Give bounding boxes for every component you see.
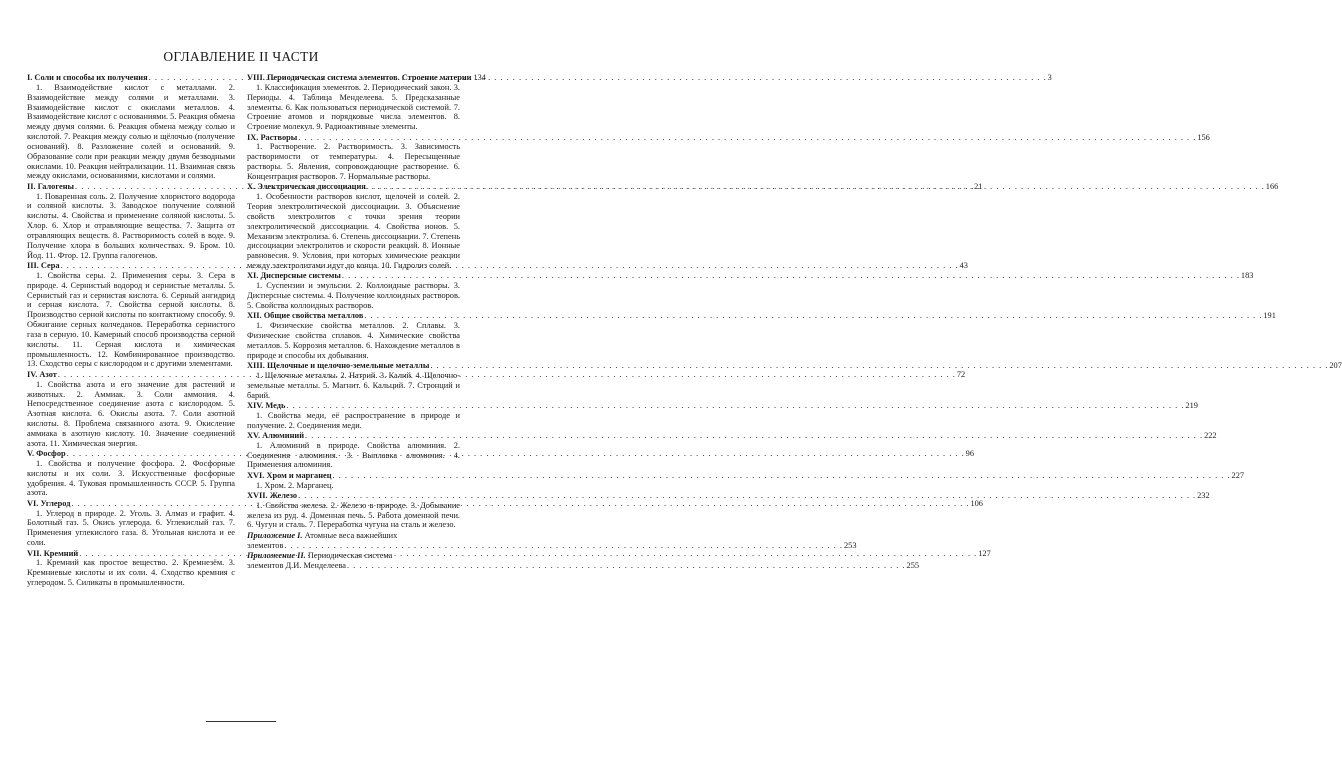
chapter-sections: 1. Растворение. 2. Растворимость. 3. Зависимость растворимости от температуры. 4. Пересыщенные растворы. 5. Явления, сопровождающие растворение. 6. Концентрация растворов. 7. Нормальные растворы. <box>247 142 460 181</box>
chapter-title: XII. Общие свойства металлов <box>247 311 364 321</box>
chapter-sections: 1. Щелочные металлы. 2. Натрий. 3. Калий. 4. Щелочно-земельные металлы. 5. Магнит. 6. Кальций. 7. Стронций и барий. <box>247 370 460 400</box>
leader-dots <box>298 491 1196 501</box>
appendix-first-line <box>247 531 460 541</box>
page-number: 232 <box>1197 490 1210 500</box>
appendix-label: Приложение II. <box>247 551 306 560</box>
chapter-title: X. Электрическая диссоциация <box>247 182 366 192</box>
page-number: 222 <box>1204 430 1217 440</box>
chapter-heading[interactable] <box>247 490 1210 501</box>
page-number: 191 <box>1263 311 1276 321</box>
page-number: 106 <box>970 498 983 508</box>
page-number: 227 <box>1231 470 1245 480</box>
chapter-title: I. Соли и способы их получения <box>27 73 148 82</box>
page-number: 255 <box>906 560 920 570</box>
chapter-heading[interactable] <box>27 261 968 271</box>
chapter-title: XVII. Железо <box>247 490 298 500</box>
chapter-sections: 1. Хром. 2. Марганец. <box>256 480 334 490</box>
chapter-sections: 1. Свойства азота и его значение для растений и животных. 2. Аммиак. 3. Соли аммония. 4. Непосредственное соединение азота с кислородом. 5. Азотная кислота. 6. Окислы азота. 7. Соли азотной кислоты. 8. Проблема связанного азота. 9. Окисление аммиака в азотную кислоту. 10. Значение соединений азота. 11. Химическая энергия. <box>27 379 235 448</box>
appendix-first-line <box>247 551 460 561</box>
appendix-entry[interactable] <box>247 530 857 551</box>
chapter-title: II. Галогены <box>27 181 75 191</box>
appendix-text-last: элементов Д.И. Менделеева <box>247 560 346 570</box>
chapter-title: XIV. Медь <box>247 400 286 410</box>
appendix-text: Периодическая система <box>307 551 393 560</box>
page-number: 253 <box>843 540 857 550</box>
leader-dots <box>286 401 1184 411</box>
appendix-last-line <box>247 560 920 571</box>
page-number: 127 <box>978 548 991 558</box>
leader-dots <box>430 361 1328 371</box>
toc-entry <box>247 400 1198 431</box>
chapter-title: XV. Алюминий <box>247 430 305 440</box>
chapter-sections: 1. Взаимодействие кислот с металлами. 2. Взаимодействие между солями и металлами. 3. Взаимодействие кислот с окислами металлов. 4. Взаимодействие кислот с основаниями. 5. Реакция обмена между двумя солями. 6. Реакция обмена между солью и кислотой. 7. Реакция между солью и щёлочью (получение оснований). 8. Разложение солей и оснований. 9. Образование соли при реакции между двумя безводными окислами. 10. Реакция нейтрализации. 11. Взаимная связь между окислами, основаниями, кислотами и солями. <box>27 82 235 181</box>
chapter-title: IX. Растворы <box>247 132 298 142</box>
chapter-title: IV. Азот <box>27 369 57 379</box>
leader-dots <box>347 561 906 571</box>
chapter-sections: 1. Физические свойства металлов. 2. Сплавы. 3. Физические свойства сплавов. 4. Химические свойства металлов. 5. Коррозия металлов. 6. Нахождение металлов в природе и способы их добывания. <box>247 321 460 360</box>
chapter-heading[interactable] <box>27 498 983 509</box>
chapter-heading[interactable] <box>27 449 974 459</box>
chapter-heading[interactable] <box>247 132 1210 143</box>
page-number: 3 <box>1047 73 1052 82</box>
appendix-label: Приложение I. <box>247 530 303 540</box>
chapter-title: VI. Углерод <box>27 498 71 508</box>
chapter-sections: 1. Особенности растворов кислот, щелочей и солей. 2. Теория электролитической диссоциации. 3. Объяснение свойств электролитов с точки зрения теории электролитической диссоциации. 4. Свойства ионов. 5. Механизм электролиза. 6. Степень диссоциации. 7. Степень диссоциации электролитов и скорости реакций. 8. Ионные равновесия. 9. Условия, при которых химические реакции между электролитами идут до конца. 10. Гидролиз солей. <box>247 192 460 271</box>
chapter-heading[interactable] <box>247 73 486 83</box>
chapter-sections: 1. Кремний как простое вещество. 2. Кремнезём. 3. Кремниевые кислоты и их соли. 4. Сходство кремния с углеродом. 5. Силикаты в промышленности. <box>27 558 235 588</box>
chapter-heading[interactable] <box>247 430 1217 441</box>
chapter-sections: 1. Суспензии и эмульсии. 2. Коллоидные растворы. 3. Дисперсные системы. 4. Получение коллоидных растворов. 5. Свойства коллоидных растворов. <box>247 281 460 310</box>
chapter-heading[interactable] <box>247 400 1198 411</box>
toc-entry <box>247 311 1276 360</box>
appendix-text-last: элементов <box>247 540 284 550</box>
chapter-sections: 1. Свойства серы. 2. Применения серы. 3. Сера в природе. 4. Сернистый водород и сернистые металлы. 5. Сернистый газ и сернистая кислота. 6. Серный ангидрид и серная кислота. 7. Свойства серной кислоты. 8. Производство серной кислоты по контактному способу. 9. Обжигание серных колчеданов. Переработка сернистого газа в серную. 10. Камерный способ производства серной кислоты. 11. Серная кислота и химическая промышленность. 12. Комбинированное производство. 13. Сходство серы с кислородом и с другими элементами. <box>27 270 235 369</box>
page-number: 183 <box>1240 271 1254 281</box>
chapter-sections: 1. Классификация элементов. 2. Периодический закон. 3. Периоды. 4. Таблица Менделеева. 5. Предсказанные элементы. 6. Как пользоваться периодической системой. 7. Строение атомов и порядковые числа элементов. 8. Строение молекул. 9. Радиоактивные элементы. <box>247 82 460 132</box>
chapter-sections: 1. Алюминий в природе. Свойства алюминия. 2. Соединения алюминия. 3. Выплавка алюминия. 4. Применения алюминия. <box>247 440 460 470</box>
leader-dots <box>342 271 1240 281</box>
leader-dots <box>333 471 1231 481</box>
page-number: 43 <box>959 261 968 271</box>
chapter-title: XVI. Хром и марганец <box>247 470 332 480</box>
chapter-heading[interactable] <box>27 369 966 380</box>
appendix-last-line <box>247 540 857 551</box>
page-number: 21 <box>974 181 983 191</box>
leader-dots <box>58 370 956 380</box>
page-number: 166 <box>1265 182 1279 192</box>
leader-dots <box>67 449 965 459</box>
appendix-entry[interactable] <box>247 551 920 571</box>
chapter-sections: 1. Свойства и получение фосфора. 2. Фосфорные кислоты и их соли. 3. Искусственные фосфорные удобрения. 4. Туковая промышленность СССР. 5. Группа азота. <box>27 458 235 498</box>
chapter-heading[interactable] <box>247 360 1342 371</box>
chapter-sections: 1. Поваренная соль. 2. Получение хлористого водорода и соляной кислоты. 3. Заводское получение соляной кислоты. 4. Свойства и применение соляной кислоты. 5. Хлор. 6. Хлор и отравляющие вещества. 7. Защита от отравляющих веществ. 8. Растворимость солей в воде. 9. Получение хлора в больших количествах. 9. Бром. 10. Йод. 11. Фтор. 12. Группа галогенов. <box>27 191 235 260</box>
toc-entry <box>247 73 486 132</box>
page-number: 207 <box>1329 360 1342 370</box>
chapter-sections: 1. Углерод в природе. 2. Уголь. 3. Алмаз и графит. 4. Болотный газ. 5. Окись углерода. 6. Углекислый газ. 7. Применения углекислого газа. 8. Угольная кислота и ее соли. <box>27 508 235 548</box>
chapter-sections: 1. Свойства железа. 2. Железо в природе. 3. Добывание железа из руд. 4. Доменная печь. 5. Работа доменной печи. 6. Чугун и сталь. 7. Переработка чугуна на сталь и железо. <box>247 500 460 530</box>
page-title: ОГЛАВЛЕНИЕ II ЧАСТИ <box>163 49 319 64</box>
leader-dots <box>367 182 1265 192</box>
leader-dots <box>298 133 1196 143</box>
leader-dots <box>61 261 959 271</box>
chapter-title: VII. Кремний <box>27 548 79 558</box>
leader-dots <box>305 431 1203 441</box>
chapter-sections: 1. Свойства меди, её распространение в природе и получение. 2. Соединения меди. <box>247 410 460 430</box>
toc-entry <box>247 271 1254 310</box>
chapter-title: XIII. Щелочные и щелочно-земельные металлы <box>247 360 430 370</box>
chapter-heading[interactable] <box>247 311 1276 321</box>
leader-dots <box>364 311 1262 321</box>
chapter-title: V. Фосфор <box>27 449 66 459</box>
appendix-text: Атомные веса важнейших <box>304 530 398 540</box>
leader-dots <box>284 541 843 551</box>
page-number: 72 <box>956 369 966 379</box>
page-number: 219 <box>1185 400 1198 410</box>
chapter-heading[interactable] <box>247 271 1254 281</box>
chapter-title: XI. Дисперсные системы <box>247 271 341 281</box>
chapter-title: III. Сера <box>27 261 60 271</box>
page-number: 156 <box>1197 132 1210 142</box>
chapter-heading[interactable] <box>247 470 1245 481</box>
toc-entry <box>247 470 1245 491</box>
page-number: 134 <box>473 73 486 82</box>
toc-entry <box>247 132 1210 182</box>
page-number: 96 <box>965 449 974 459</box>
bottom-rule <box>206 721 276 722</box>
chapter-title: VIII. Периодическая система элементов. Строение материи <box>247 73 472 82</box>
